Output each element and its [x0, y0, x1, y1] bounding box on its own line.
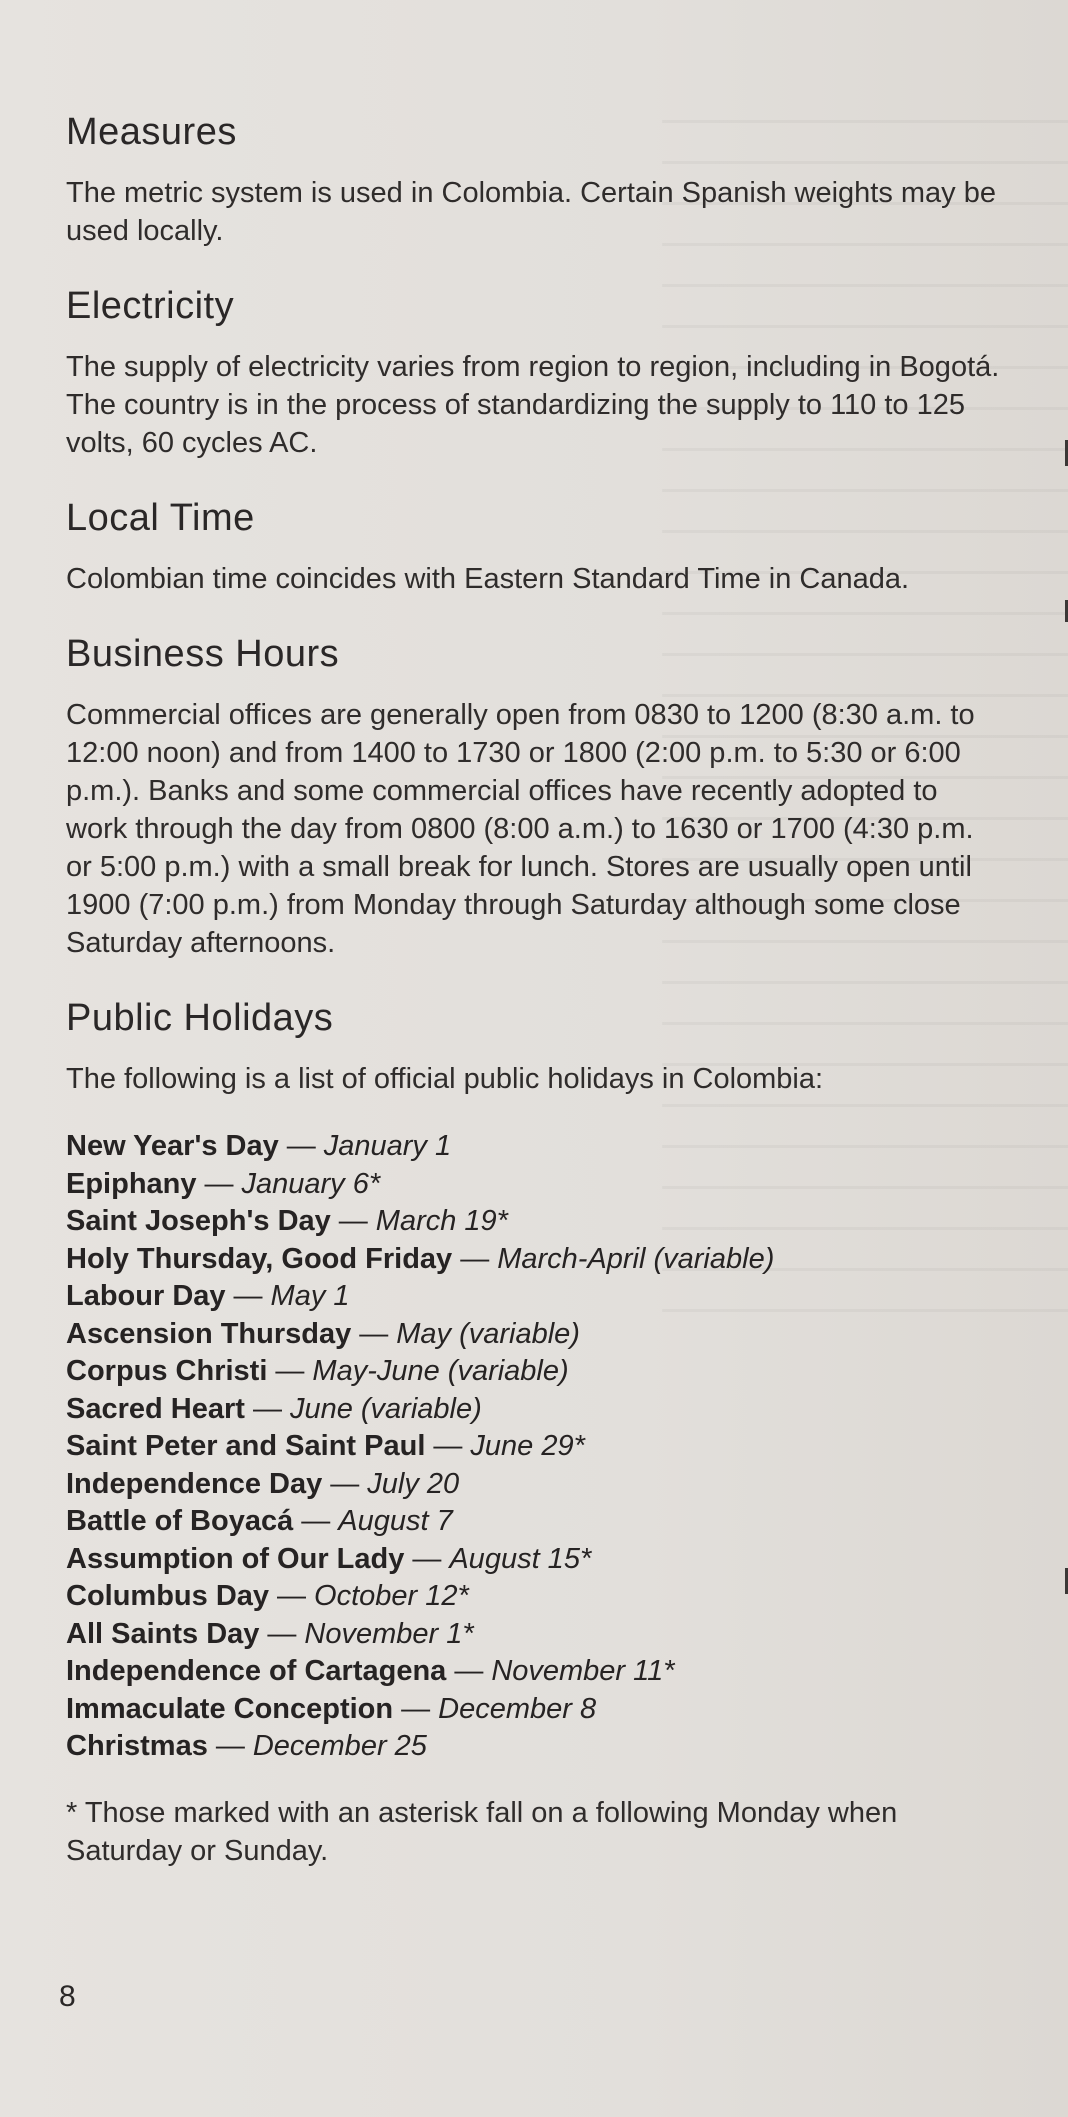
holiday-dash: — — [433, 1430, 463, 1462]
holiday-dash: — — [330, 1467, 360, 1500]
holiday-item — [66, 1353, 1006, 1391]
holiday-item — [66, 1541, 1006, 1579]
holiday-dash: — — [215, 1730, 245, 1762]
page-number: 8 — [59, 1980, 76, 2013]
section-paragraph: The supply of electricity varies from region to region, including in Bogotá. The country is in the process of standardizing the supply to 110 to 125 volts, 60 cycles AC. — [66, 351, 1000, 459]
section-paragraph: Colombian time coincides with Eastern Standard Time in Canada. — [66, 563, 910, 595]
section-measures — [66, 108, 1006, 250]
holiday-name: Labour Day — [66, 1280, 226, 1312]
holiday-item — [66, 1691, 1006, 1729]
holiday-dash: — — [454, 1655, 484, 1687]
holiday-date: November 1* — [304, 1617, 474, 1650]
holiday-name: Holy Thursday, Good Friday — [66, 1242, 453, 1275]
holiday-dash: — — [460, 1242, 490, 1275]
holiday-name: Saint Joseph's Day — [66, 1205, 331, 1237]
holiday-date: October 12* — [314, 1580, 469, 1612]
section-heading: Public Holidays — [66, 997, 334, 1039]
holiday-name: Battle of Boyacá — [66, 1505, 294, 1537]
holiday-dash: — — [267, 1617, 297, 1650]
holiday-dash: — — [301, 1505, 331, 1537]
holiday-date: June (variable) — [289, 1392, 482, 1425]
holiday-item — [66, 1128, 1006, 1166]
holiday-item — [66, 1278, 1006, 1316]
holiday-item — [66, 1466, 1006, 1504]
holiday-name: Epiphany — [66, 1167, 197, 1200]
holiday-name: Sacred Heart — [66, 1392, 245, 1425]
holiday-dash: — — [204, 1167, 234, 1200]
holiday-dash: — — [359, 1317, 389, 1350]
holiday-dash: — — [401, 1692, 431, 1725]
section-local-time — [66, 494, 1006, 598]
holiday-name: Christmas — [66, 1730, 208, 1762]
holiday-dash: — — [412, 1542, 442, 1575]
holiday-dash: — — [286, 1130, 316, 1162]
holiday-name: Independence Day — [66, 1467, 323, 1500]
holiday-date: November 11* — [491, 1655, 675, 1687]
holiday-dash: — — [338, 1205, 368, 1237]
section-public-holidays — [66, 994, 1006, 1870]
holidays-footnote: * Those marked with an asterisk fall on a following Monday when Saturday or Sunday. — [66, 1796, 898, 1867]
holiday-date: January 1 — [323, 1130, 452, 1162]
holiday-date: July 20 — [367, 1467, 460, 1500]
section-heading: Business Hours — [66, 633, 340, 675]
holiday-item — [66, 1653, 1006, 1691]
holiday-dash: — — [277, 1580, 307, 1612]
holiday-item — [66, 1578, 1006, 1616]
holiday-name: Ascension Thursday — [66, 1317, 352, 1350]
holiday-date: March-April (variable) — [497, 1242, 775, 1275]
holiday-date: May-June (variable) — [312, 1355, 569, 1387]
holiday-date: January 6* — [241, 1167, 381, 1200]
holiday-item — [66, 1241, 1006, 1279]
holiday-item — [66, 1203, 1006, 1241]
holiday-date: August 15* — [449, 1542, 592, 1575]
holiday-date: May 1 — [270, 1280, 350, 1312]
section-heading: Electricity — [66, 285, 235, 327]
holiday-item — [66, 1391, 1006, 1429]
holidays-intro: The following is a list of official public holidays in Colombia: — [66, 1063, 824, 1095]
holiday-dash: — — [252, 1392, 282, 1425]
holiday-name: Independence of Cartagena — [66, 1655, 447, 1687]
holiday-list — [66, 1128, 1006, 1766]
holiday-name: Immaculate Conception — [66, 1692, 394, 1725]
section-business-hours — [66, 630, 1006, 962]
holiday-item — [66, 1316, 1006, 1354]
page-content — [66, 108, 1006, 1870]
holiday-name: Corpus Christi — [66, 1355, 268, 1387]
holiday-dash: — — [275, 1355, 305, 1387]
holiday-date: May (variable) — [396, 1317, 580, 1350]
section-paragraph: The metric system is used in Colombia. Certain Spanish weights may be used locally. — [66, 177, 996, 247]
section-heading: Local Time — [66, 497, 255, 539]
holiday-name: All Saints Day — [66, 1617, 260, 1650]
holiday-item — [66, 1728, 1006, 1766]
holiday-item — [66, 1166, 1006, 1204]
section-paragraph: Commercial offices are generally open from 0830 to 1200 (8:30 a.m. to 12:00 noon) and from 1400 to 1730 or 1800 (2:00 p.m. to 5:30 or 6:00 p.m.). Banks and some commercial offices have recently adopted to work through the day from 0800 (8:00 a.m.) to 1630 or 1700 (4:30 p.m. or 5:00 p.m.) with a small break for lunch. Stores are usually open until 1900 (7:00 p.m.) from Monday through Saturday although some close Saturday afternoons. — [66, 699, 975, 959]
holiday-item — [66, 1616, 1006, 1654]
holiday-dash: — — [233, 1280, 263, 1312]
section-electricity — [66, 282, 1006, 462]
holiday-name: Assumption of Our Lady — [66, 1542, 405, 1575]
holiday-date: June 29* — [470, 1430, 585, 1462]
holiday-name: Columbus Day — [66, 1580, 270, 1612]
holiday-date: December 8 — [438, 1692, 597, 1725]
holiday-item — [66, 1428, 1006, 1466]
holiday-name: Saint Peter and Saint Paul — [66, 1430, 426, 1462]
holiday-item — [66, 1503, 1006, 1541]
holiday-date: August 7 — [338, 1505, 453, 1537]
section-heading: Measures — [66, 111, 237, 153]
holiday-date: December 25 — [252, 1730, 427, 1762]
holiday-name: New Year's Day — [66, 1130, 279, 1162]
holiday-date: March 19* — [375, 1205, 508, 1237]
